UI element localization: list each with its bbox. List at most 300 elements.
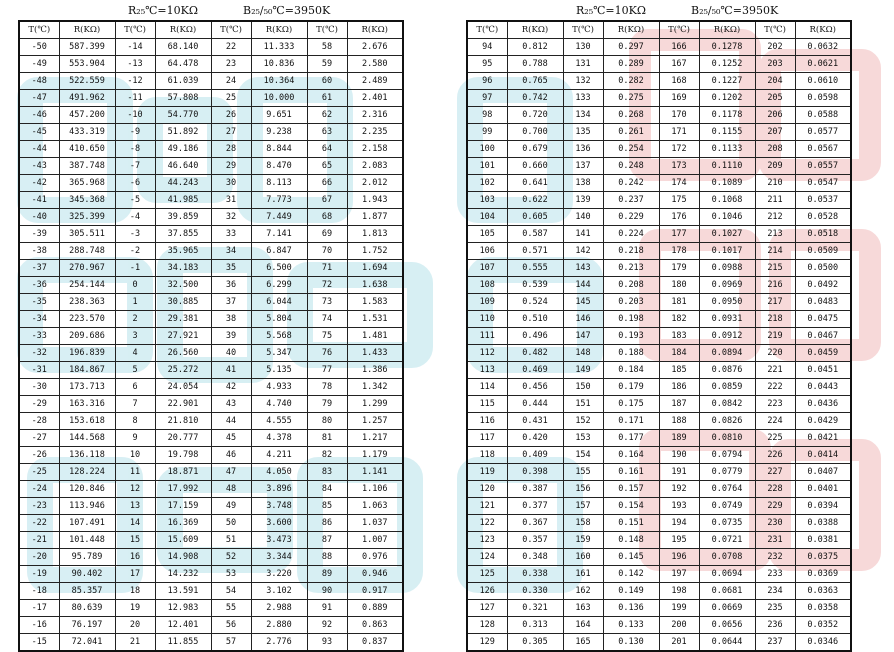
temperature-cell: -9: [115, 124, 155, 141]
resistance-cell: 10.836: [251, 56, 307, 73]
table-row: [19, 243, 403, 260]
temperature-cell: -5: [115, 192, 155, 209]
temperature-cell: -41: [19, 192, 59, 209]
temperature-cell: 210: [755, 175, 795, 192]
temperature-cell: 124: [467, 549, 507, 566]
resistance-column-header: R(KΩ): [347, 21, 403, 39]
resistance-cell: 0.0931: [699, 311, 755, 328]
temperature-cell: 134: [563, 107, 603, 124]
resistance-cell: 522.559: [59, 73, 115, 90]
temperature-cell: 71: [307, 260, 347, 277]
resistance-cell: 13.591: [155, 583, 211, 600]
table-row: [467, 56, 851, 73]
resistance-cell: 1.179: [347, 447, 403, 464]
temperature-cell: -32: [19, 345, 59, 362]
temperature-cell: 100: [467, 141, 507, 158]
table-row: [19, 39, 403, 56]
temperature-cell: 143: [563, 260, 603, 277]
temperature-cell: 115: [467, 396, 507, 413]
resistance-cell: 0.136: [603, 600, 659, 617]
table-row: [467, 141, 851, 158]
temperature-cell: -27: [19, 430, 59, 447]
table-row: [467, 192, 851, 209]
temperature-cell: 34: [211, 243, 251, 260]
table-row: [19, 583, 403, 600]
temperature-cell: 85: [307, 498, 347, 515]
resistance-cell: 457.200: [59, 107, 115, 124]
resistance-cell: 288.748: [59, 243, 115, 260]
temperature-cell: 78: [307, 379, 347, 396]
resistance-cell: 61.039: [155, 73, 211, 90]
resistance-cell: 22.901: [155, 396, 211, 413]
resistance-cell: 0.177: [603, 430, 659, 447]
temperature-cell: 209: [755, 158, 795, 175]
temperature-column-header: T(℃): [467, 21, 507, 39]
table-row: [19, 328, 403, 345]
resistance-cell: 254.144: [59, 277, 115, 294]
table-row: [19, 413, 403, 430]
resistance-cell: 345.368: [59, 192, 115, 209]
table-row: [467, 311, 851, 328]
temperature-cell: 219: [755, 328, 795, 345]
temperature-cell: 4: [115, 345, 155, 362]
table-row: [19, 600, 403, 617]
temperature-cell: 75: [307, 328, 347, 345]
table-row: [467, 634, 851, 652]
resistance-cell: 0.398: [507, 464, 563, 481]
resistance-cell: 0.0401: [795, 481, 851, 498]
temperature-cell: -16: [19, 617, 59, 634]
resistance-cell: 410.650: [59, 141, 115, 158]
table-row: [467, 107, 851, 124]
temperature-cell: -24: [19, 481, 59, 498]
temperature-cell: 168: [659, 73, 699, 90]
temperature-cell: 6: [115, 379, 155, 396]
resistance-cell: 0.0735: [699, 515, 755, 532]
resistance-cell: 0.0842: [699, 396, 755, 413]
temperature-cell: -43: [19, 158, 59, 175]
temperature-cell: 234: [755, 583, 795, 600]
resistance-cell: 0.539: [507, 277, 563, 294]
resistance-cell: 0.1202: [699, 90, 755, 107]
resistance-cell: 0.151: [603, 515, 659, 532]
resistance-cell: 0.0509: [795, 243, 851, 260]
resistance-cell: 34.183: [155, 260, 211, 277]
resistance-cell: 305.511: [59, 226, 115, 243]
resistance-cell: 9.238: [251, 124, 307, 141]
resistance-cell: 1.299: [347, 396, 403, 413]
resistance-cell: 0.0518: [795, 226, 851, 243]
temperature-cell: 229: [755, 498, 795, 515]
resistance-cell: 0.0436: [795, 396, 851, 413]
table-row: [467, 447, 851, 464]
temperature-cell: 108: [467, 277, 507, 294]
temperature-cell: 76: [307, 345, 347, 362]
resistance-cell: 0.1155: [699, 124, 755, 141]
resistance-cell: 76.197: [59, 617, 115, 634]
table-row: [19, 498, 403, 515]
temperature-column-header: T(℃): [755, 21, 795, 39]
resistance-cell: 2.401: [347, 90, 403, 107]
resistance-cell: 6.847: [251, 243, 307, 260]
resistance-cell: 0.1068: [699, 192, 755, 209]
temperature-cell: -31: [19, 362, 59, 379]
resistance-cell: 0.863: [347, 617, 403, 634]
resistance-cell: 18.871: [155, 464, 211, 481]
table-row: [467, 260, 851, 277]
temperature-cell: 182: [659, 311, 699, 328]
temperature-cell: 112: [467, 345, 507, 362]
temperature-cell: 1: [115, 294, 155, 311]
temperature-cell: 49: [211, 498, 251, 515]
temperature-cell: 125: [467, 566, 507, 583]
resistance-cell: 0.133: [603, 617, 659, 634]
temperature-cell: 201: [659, 634, 699, 652]
table-row: [19, 124, 403, 141]
temperature-cell: 145: [563, 294, 603, 311]
resistance-cell: 6.500: [251, 260, 307, 277]
temperature-cell: 181: [659, 294, 699, 311]
temperature-cell: 55: [211, 600, 251, 617]
temperature-column-header: T(℃): [115, 21, 155, 39]
resistance-cell: 365.968: [59, 175, 115, 192]
left-rt-table: [18, 20, 404, 652]
resistance-cell: 0.0588: [795, 107, 851, 124]
temperature-cell: 171: [659, 124, 699, 141]
resistance-cell: 7.449: [251, 209, 307, 226]
temperature-cell: 77: [307, 362, 347, 379]
left-header: [18, 0, 404, 20]
resistance-cell: 0.275: [603, 90, 659, 107]
resistance-cell: 196.839: [59, 345, 115, 362]
temperature-cell: 230: [755, 515, 795, 532]
temperature-cell: -7: [115, 158, 155, 175]
resistance-cell: 0.0421: [795, 430, 851, 447]
temperature-cell: 174: [659, 175, 699, 192]
temperature-cell: -20: [19, 549, 59, 566]
table-body: [19, 39, 403, 652]
resistance-cell: 30.885: [155, 294, 211, 311]
resistance-cell: 1.386: [347, 362, 403, 379]
resistance-cell: 0.1133: [699, 141, 755, 158]
temperature-cell: 3: [115, 328, 155, 345]
temperature-cell: 161: [563, 566, 603, 583]
resistance-cell: 0.0363: [795, 583, 851, 600]
resistance-cell: 2.676: [347, 39, 403, 56]
temperature-cell: 23: [211, 56, 251, 73]
temperature-cell: 187: [659, 396, 699, 413]
resistance-cell: 325.399: [59, 209, 115, 226]
temperature-cell: 135: [563, 124, 603, 141]
table-row: [19, 532, 403, 549]
resistance-cell: 72.041: [59, 634, 115, 652]
temperature-cell: 2: [115, 311, 155, 328]
temperature-cell: 65: [307, 158, 347, 175]
temperature-cell: 150: [563, 379, 603, 396]
resistance-cell: 0.0375: [795, 549, 851, 566]
temperature-cell: 198: [659, 583, 699, 600]
temperature-cell: 139: [563, 192, 603, 209]
resistance-cell: 238.363: [59, 294, 115, 311]
temperature-cell: -39: [19, 226, 59, 243]
resistance-cell: 0.305: [507, 634, 563, 652]
temperature-cell: 8: [115, 413, 155, 430]
resistance-cell: 0.0567: [795, 141, 851, 158]
temperature-cell: 128: [467, 617, 507, 634]
temperature-cell: 73: [307, 294, 347, 311]
table-body: [467, 39, 851, 652]
table-row: [467, 498, 851, 515]
resistance-cell: 0.289: [603, 56, 659, 73]
temperature-cell: 176: [659, 209, 699, 226]
temperature-cell: 29: [211, 158, 251, 175]
temperature-cell: 28: [211, 141, 251, 158]
resistance-cell: 0.0352: [795, 617, 851, 634]
temperature-cell: -3: [115, 226, 155, 243]
temperature-cell: 151: [563, 396, 603, 413]
resistance-cell: 0.0988: [699, 260, 755, 277]
resistance-cell: 0.184: [603, 362, 659, 379]
resistance-cell: 0.203: [603, 294, 659, 311]
temperature-cell: -1: [115, 260, 155, 277]
temperature-cell: 169: [659, 90, 699, 107]
temperature-cell: 51: [211, 532, 251, 549]
temperature-cell: 43: [211, 396, 251, 413]
temperature-cell: 142: [563, 243, 603, 260]
resistance-cell: 0.0950: [699, 294, 755, 311]
resistance-cell: 270.967: [59, 260, 115, 277]
resistance-cell: 11.855: [155, 634, 211, 652]
resistance-cell: 16.369: [155, 515, 211, 532]
temperature-cell: 19: [115, 600, 155, 617]
temperature-cell: 66: [307, 175, 347, 192]
temperature-cell: 170: [659, 107, 699, 124]
temperature-cell: 207: [755, 124, 795, 141]
temperature-cell: 67: [307, 192, 347, 209]
resistance-cell: 24.054: [155, 379, 211, 396]
resistance-cell: 163.316: [59, 396, 115, 413]
resistance-cell: 136.118: [59, 447, 115, 464]
table-row: [19, 379, 403, 396]
resistance-cell: 0.0598: [795, 90, 851, 107]
temperature-cell: 189: [659, 430, 699, 447]
temperature-cell: 97: [467, 90, 507, 107]
resistance-column-header: R(KΩ): [251, 21, 307, 39]
temperature-cell: -2: [115, 243, 155, 260]
table-row: [19, 634, 403, 652]
resistance-cell: 4.378: [251, 430, 307, 447]
temperature-cell: 235: [755, 600, 795, 617]
r25-label: R₂₅℃=10KΩ: [576, 4, 646, 17]
temperature-cell: 12: [115, 481, 155, 498]
temperature-cell: 53: [211, 566, 251, 583]
resistance-cell: 44.243: [155, 175, 211, 192]
temperature-cell: 118: [467, 447, 507, 464]
resistance-cell: 0.0621: [795, 56, 851, 73]
temperature-cell: 223: [755, 396, 795, 413]
resistance-cell: 0.0394: [795, 498, 851, 515]
resistance-cell: 0.0794: [699, 447, 755, 464]
resistance-cell: 3.344: [251, 549, 307, 566]
temperature-cell: -19: [19, 566, 59, 583]
temperature-cell: 74: [307, 311, 347, 328]
resistance-cell: 0.130: [603, 634, 659, 652]
temperature-cell: 91: [307, 600, 347, 617]
resistance-cell: 0.0451: [795, 362, 851, 379]
resistance-cell: 0.0721: [699, 532, 755, 549]
resistance-cell: 0.148: [603, 532, 659, 549]
temperature-cell: 70: [307, 243, 347, 260]
temperature-cell: -30: [19, 379, 59, 396]
resistance-cell: 0.0644: [699, 634, 755, 652]
temperature-cell: 157: [563, 498, 603, 515]
resistance-cell: 107.491: [59, 515, 115, 532]
resistance-cell: 0.321: [507, 600, 563, 617]
table-row: [467, 175, 851, 192]
table-header-row: [467, 21, 851, 39]
temperature-cell: 175: [659, 192, 699, 209]
temperature-cell: 42: [211, 379, 251, 396]
resistance-cell: 35.965: [155, 243, 211, 260]
resistance-cell: 39.859: [155, 209, 211, 226]
resistance-cell: 0.812: [507, 39, 563, 56]
temperature-cell: 16: [115, 549, 155, 566]
temperature-cell: 165: [563, 634, 603, 652]
resistance-cell: 153.618: [59, 413, 115, 430]
temperature-cell: 172: [659, 141, 699, 158]
resistance-cell: 2.235: [347, 124, 403, 141]
resistance-cell: 68.140: [155, 39, 211, 56]
resistance-cell: 0.946: [347, 566, 403, 583]
table-row: [19, 396, 403, 413]
resistance-cell: 0.0969: [699, 277, 755, 294]
table-row: [467, 294, 851, 311]
temperature-cell: 111: [467, 328, 507, 345]
resistance-cell: 1.342: [347, 379, 403, 396]
temperature-cell: 220: [755, 345, 795, 362]
resistance-cell: 5.347: [251, 345, 307, 362]
resistance-cell: 0.605: [507, 209, 563, 226]
temperature-cell: 186: [659, 379, 699, 396]
temperature-cell: 95: [467, 56, 507, 73]
resistance-cell: 0.0407: [795, 464, 851, 481]
resistance-cell: 0.1046: [699, 209, 755, 226]
resistance-cell: 0.0894: [699, 345, 755, 362]
temperature-cell: 214: [755, 243, 795, 260]
resistance-cell: 0.720: [507, 107, 563, 124]
resistance-cell: 0.1252: [699, 56, 755, 73]
table-row: [19, 209, 403, 226]
resistance-cell: 0.587: [507, 226, 563, 243]
table-row: [19, 447, 403, 464]
temperature-cell: 21: [115, 634, 155, 652]
resistance-cell: 0.0577: [795, 124, 851, 141]
resistance-cell: 0.1278: [699, 39, 755, 56]
temperature-cell: 154: [563, 447, 603, 464]
temperature-cell: 109: [467, 294, 507, 311]
resistance-cell: 1.007: [347, 532, 403, 549]
table-row: [467, 464, 851, 481]
resistance-cell: 0.0500: [795, 260, 851, 277]
resistance-cell: 4.050: [251, 464, 307, 481]
resistance-cell: 0.1227: [699, 73, 755, 90]
temperature-cell: -44: [19, 141, 59, 158]
table-row: [467, 243, 851, 260]
temperature-cell: 192: [659, 481, 699, 498]
table-row: [467, 362, 851, 379]
resistance-cell: 0.555: [507, 260, 563, 277]
temperature-cell: 193: [659, 498, 699, 515]
resistance-cell: 0.261: [603, 124, 659, 141]
table-row: [467, 277, 851, 294]
temperature-cell: 48: [211, 481, 251, 498]
resistance-cell: 0.1027: [699, 226, 755, 243]
temperature-cell: 140: [563, 209, 603, 226]
temperature-cell: 22: [211, 39, 251, 56]
temperature-cell: 224: [755, 413, 795, 430]
temperature-cell: 81: [307, 430, 347, 447]
resistance-cell: 0.0656: [699, 617, 755, 634]
resistance-cell: 0.660: [507, 158, 563, 175]
resistance-cell: 0.0708: [699, 549, 755, 566]
table-row: [19, 430, 403, 447]
resistance-column-header: R(KΩ): [59, 21, 115, 39]
resistance-cell: 0.357: [507, 532, 563, 549]
table-row: [19, 294, 403, 311]
temperature-cell: 119: [467, 464, 507, 481]
resistance-cell: 209.686: [59, 328, 115, 345]
resistance-cell: 0.1110: [699, 158, 755, 175]
resistance-cell: 0.496: [507, 328, 563, 345]
table-row: [19, 617, 403, 634]
table-row: [467, 226, 851, 243]
resistance-cell: 3.748: [251, 498, 307, 515]
temperature-cell: 144: [563, 277, 603, 294]
table-row: [19, 73, 403, 90]
resistance-cell: 0.0694: [699, 566, 755, 583]
temperature-cell: 83: [307, 464, 347, 481]
temperature-cell: 120: [467, 481, 507, 498]
temperature-cell: -22: [19, 515, 59, 532]
temperature-cell: 64: [307, 141, 347, 158]
temperature-cell: 72: [307, 277, 347, 294]
resistance-cell: 1.217: [347, 430, 403, 447]
temperature-cell: -13: [115, 56, 155, 73]
resistance-cell: 19.798: [155, 447, 211, 464]
resistance-cell: 0.0443: [795, 379, 851, 396]
temperature-cell: 129: [467, 634, 507, 652]
temperature-cell: 36: [211, 277, 251, 294]
resistance-cell: 0.313: [507, 617, 563, 634]
temperature-cell: 197: [659, 566, 699, 583]
resistance-cell: 25.272: [155, 362, 211, 379]
resistance-column-header: R(KΩ): [699, 21, 755, 39]
temperature-cell: -4: [115, 209, 155, 226]
temperature-cell: 155: [563, 464, 603, 481]
resistance-cell: 0.0429: [795, 413, 851, 430]
resistance-cell: 1.063: [347, 498, 403, 515]
temperature-column-header: T(℃): [659, 21, 699, 39]
temperature-cell: 26: [211, 107, 251, 124]
temperature-cell: 93: [307, 634, 347, 652]
resistance-cell: 0.0483: [795, 294, 851, 311]
temperature-cell: 5: [115, 362, 155, 379]
resistance-cell: 0.0388: [795, 515, 851, 532]
temperature-cell: 202: [755, 39, 795, 56]
table-row: [467, 124, 851, 141]
temperature-cell: 231: [755, 532, 795, 549]
temperature-cell: 208: [755, 141, 795, 158]
